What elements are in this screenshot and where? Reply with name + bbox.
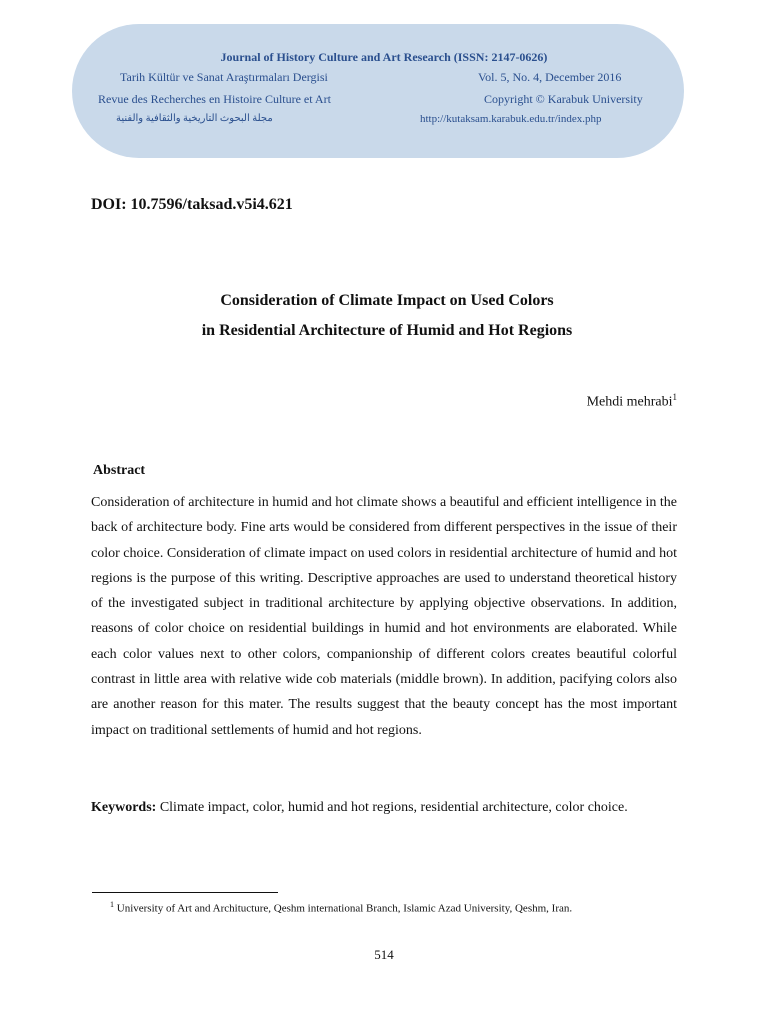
journal-title: Journal of History Culture and Art Research (ISSN: 2147-0626) — [220, 50, 548, 64]
doi-identifier: DOI: 10.7596/taksad.v5i4.621 — [91, 196, 293, 213]
journal-header-banner — [72, 24, 684, 158]
journal-arabic-name: مجلة البحوث التاريخية والثقافية والفنية — [116, 113, 273, 124]
paper-title-line-2: in Residential Architecture of Humid and Hot Regions — [201, 322, 573, 339]
footnote-text: University of Art and Architucture, Qeshm international Branch, Islamic Azad University, Qeshm, Iran. — [114, 902, 573, 915]
abstract-body: Consideration of architecture in humid and hot climate shows a beautiful and efficient intelligence in the back of architecture body. Fine arts would be considered from different perspectives in the issue of their color choice. Consideration of climate impact on used colors in residential architecture of humid and hot regions is the purpose of this writing. Descriptive approaches are used to understand theoretical history of the investigated subject in traditional architecture by applying objective observations. In addition, reasons of color choice on residential buildings in humid and hot environments are elaborated. While each color values next to other colors, companionship of different colors creates beautiful colorful contrast in little area with relative wide cob materials (middle brown). In addition, pacifying colors also are another reason for this mater. The results suggest that the beauty concept has the most important impact on traditional settlements of humid and hot regions. — [91, 495, 677, 738]
journal-french-name: Revue des Recherches en Histoire Culture et Art — [98, 92, 331, 106]
journal-turkish-name: Tarih Kültür ve Sanat Araştırmaları Dergisi — [120, 70, 328, 84]
footnote — [110, 900, 572, 915]
footnote-mark: 1 — [110, 900, 114, 909]
paper-title-line-1: Consideration of Climate Impact on Used Colors — [220, 292, 554, 309]
footnote-divider — [92, 892, 278, 893]
keywords-paragraph — [91, 795, 677, 820]
keywords-text: Climate impact, color, humid and hot regions, residential architecture, color choice. — [156, 800, 628, 815]
author-byline — [587, 392, 677, 411]
author-name: Mehdi mehrabi — [586, 394, 673, 410]
keywords-label: Keywords: — [91, 800, 157, 815]
journal-volume: Vol. 5, No. 4, December 2016 — [478, 70, 622, 84]
journal-url-link[interactable]: http://kutaksam.karabuk.edu.tr/index.php — [420, 113, 602, 125]
abstract-heading: Abstract — [93, 463, 146, 478]
page-number: 514 — [374, 947, 394, 962]
author-footnote-mark: 1 — [672, 392, 677, 402]
journal-copyright: Copyright © Karabuk University — [484, 92, 643, 106]
